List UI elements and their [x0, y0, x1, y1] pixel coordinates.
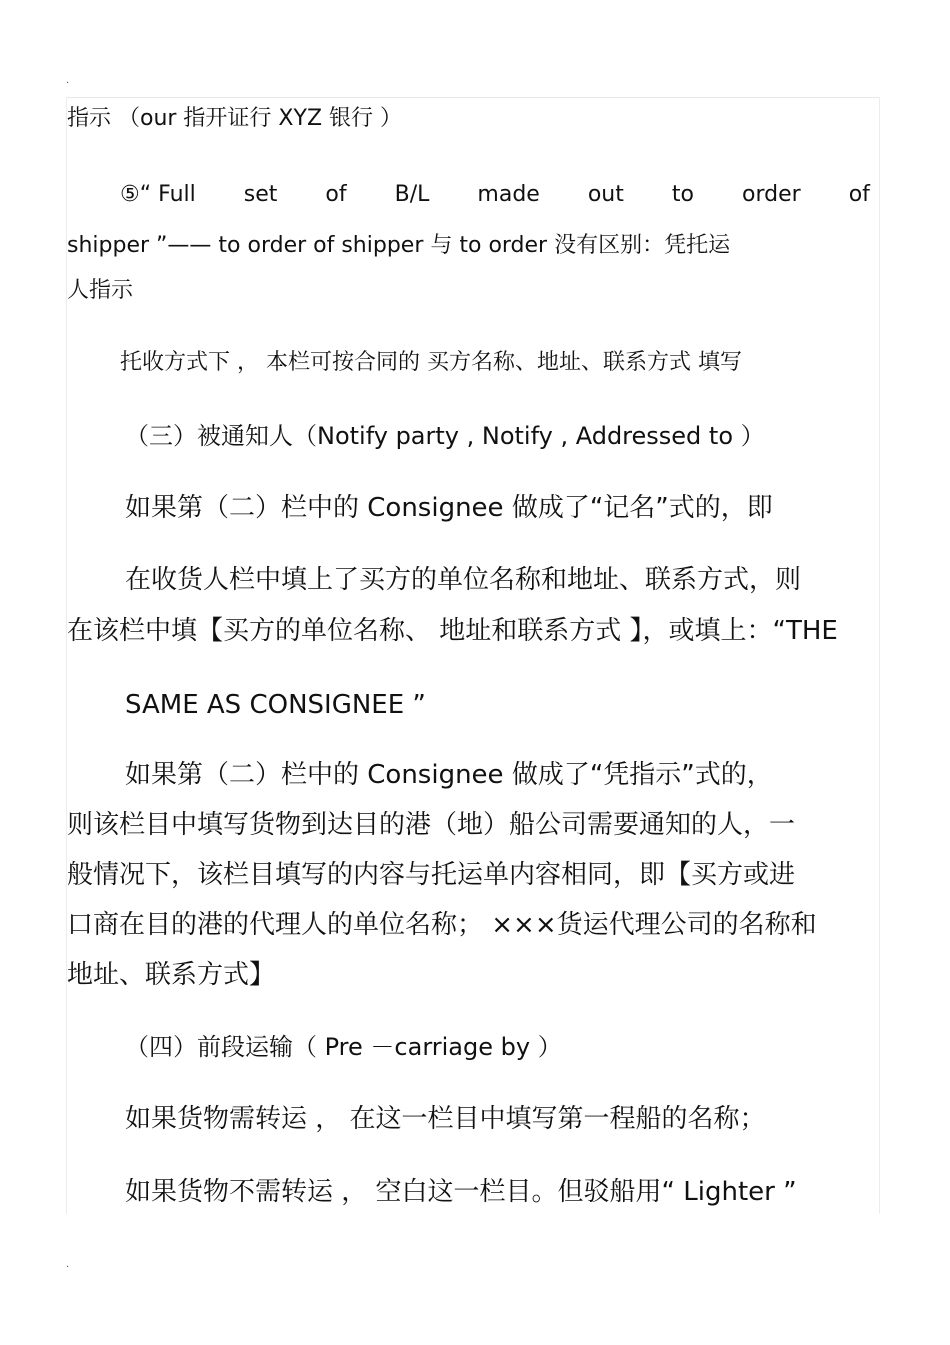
- text-line-8: 在收货人栏中填上了买方的单位名称和地址、联系方式，则: [125, 565, 802, 595]
- text-line-17: 如果货物需转运 ， 在这一栏目中填写第一程船的名称；: [125, 1104, 766, 1134]
- text-line-9: 在该栏中填【买方的单位名称、 地址和联系方式 】，或填上：“THE: [67, 616, 838, 646]
- text-line-14: 口商在目的港的代理人的单位名称； ×××货运代理公司的名称和: [67, 910, 817, 940]
- text-line-7: 如果第（二）栏中的 Consignee 做成了“记名”式的，即: [125, 493, 773, 523]
- section-heading-3: （三）被通知人（Notify party , Notify , Addressed to ）: [125, 422, 765, 450]
- text-line-4: 人指示: [67, 278, 134, 303]
- text-line-18: 如果货物不需转运 ， 空白这一栏目。但驳船用“ Lighter ”: [125, 1177, 797, 1207]
- text-line-3: shipper ”—— to order of shipper 与 to order 没有区别：凭托运: [67, 233, 731, 258]
- word: of: [325, 182, 347, 207]
- word: out: [587, 182, 624, 207]
- word: made: [477, 182, 540, 207]
- text-line-2: [120, 182, 870, 207]
- text-line-10: SAME AS CONSIGNEE ”: [125, 690, 426, 720]
- text-line-11: 如果第（二）栏中的 Consignee 做成了“凭指示”式的，: [125, 760, 773, 790]
- word: of: [848, 182, 870, 207]
- bottom-mark: .: [66, 1259, 70, 1270]
- word: B/L: [394, 182, 430, 207]
- text-line-1: 指示 （our 指开证行 XYZ 银行 ）: [67, 106, 402, 131]
- word: to: [671, 182, 694, 207]
- section-heading-4: （四）前段运输（ Pre －carriage by ）: [125, 1033, 562, 1061]
- top-mark: .: [66, 75, 70, 86]
- text-line-13: 般情况下，该栏目填写的内容与托运单内容相同，即【买方或进: [67, 860, 796, 890]
- word: set: [243, 182, 278, 207]
- text-line-15: 地址、联系方式】: [67, 960, 276, 990]
- word: order: [742, 182, 801, 207]
- text-line-12: 则该栏目中填写货物到达目的港（地）船公司需要通知的人，一: [67, 810, 796, 840]
- text-line-5: 托收方式下 ， 本栏可按合同的 买方名称、地址、联系方式 填写: [120, 350, 742, 375]
- word: ⑤“ Full: [120, 182, 196, 207]
